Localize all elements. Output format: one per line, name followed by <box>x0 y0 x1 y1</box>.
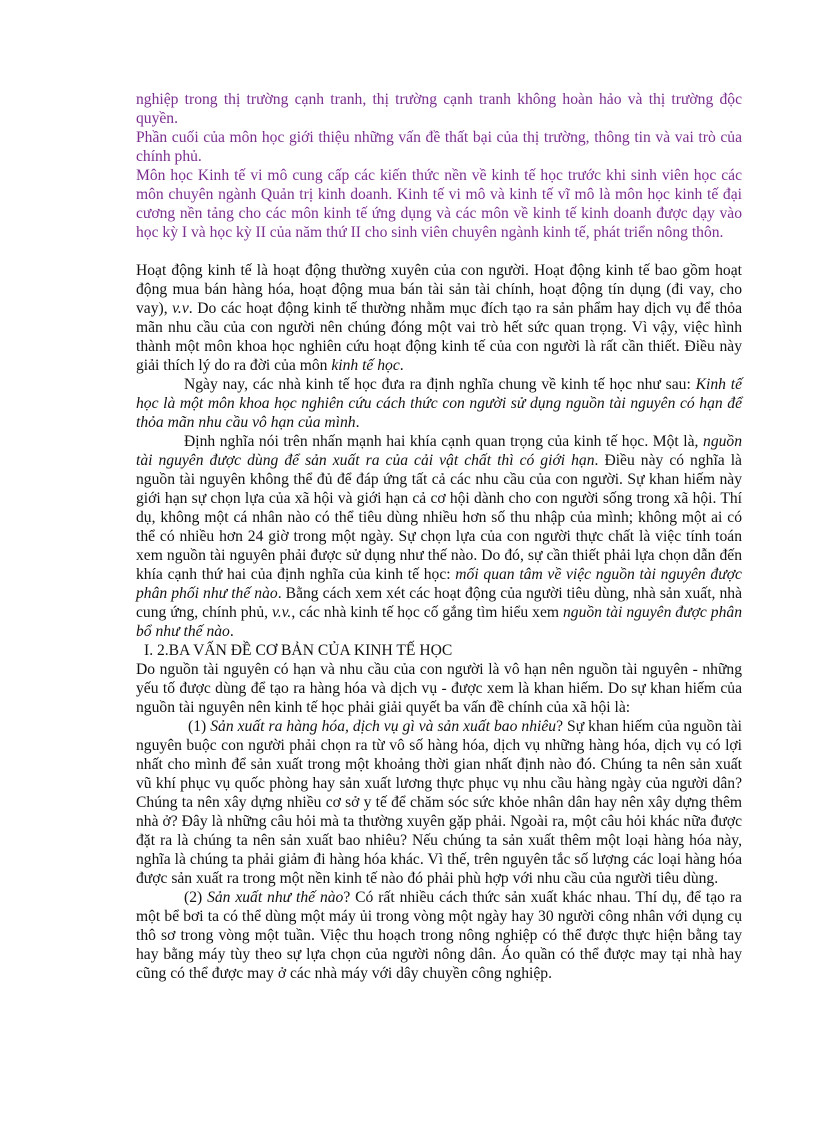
body-paragraph-2: Ngày nay, các nhà kinh tế học đưa ra định nghĩa chung về kinh tế học như sau: Kinh tế học là một môn khoa học nghiên cứu cách thức con người sử dụng nguồn tài nguyên có hạn để thỏa mãn nhu cầu vô hạn của mình. <box>136 376 742 431</box>
intro-paragraph-3: Môn học Kinh tế vi mô cung cấp các kiến thức nền về kinh tế học trước khi sinh viên học các môn chuyên ngành Quản trị kinh doanh. Kinh tế vi mô và kinh tế vĩ mô là môn học kinh tế đại cương nền tảng cho các môn kinh tế ứng dụng và các môn về kinh tế kinh doanh được dạy vào học kỳ I và học kỳ II của năm thứ II cho sinh viên chuyên ngành kinh tế, phát triển nông thôn. <box>136 167 742 241</box>
section-heading: I. 2.BA VẤN ĐỀ CƠ BẢN CỦA KINH TẾ HỌC <box>144 642 453 659</box>
body-paragraph-6: (2) Sản xuất như thế nào? Có rất nhiều cách thức sản xuất khác nhau. Thí dụ, để tạo ra một bể bơi ta có thể dùng một máy ủi trong vòng một ngày hay 30 người công nhân với dụng cụ thô sơ trong vòng một tuần. Việc thu hoạch trong nông nghiệp có thể được thực hiện bằng tay hay bằng máy tùy theo sự lựa chọn của người nông dân. Áo quần có thể được may tại nhà hay cũng có thể được may ở các nhà máy với dây chuyền công nghiệp. <box>136 889 742 982</box>
body-paragraph-5: (1) Sản xuất ra hàng hóa, dịch vụ gì và sản xuất bao nhiêu? Sự khan hiếm của nguồn tài nguyên buộc con người phải chọn ra từ vô số hàng hóa, dịch vụ những hàng hóa, dịch vụ có lợi nhất cho mình để sản xuất trong một khoảng thời gian nhất định nào đó. Chúng ta nên sản xuất vũ khí phục vụ quốc phòng hay sản xuất lương thực phục vụ nhu cầu hàng ngày của người dân? Chúng ta nên xây dựng nhiều cơ sở y tế để chăm sóc sức khỏe nhân dân hay nên xây dựng thêm nhà ở? Đây là những câu hỏi mà ta thường xuyên gặp phải. Ngoài ra, một câu hỏi khác nữa được đặt ra là chúng ta nên sản xuất bao nhiêu? Nếu chúng ta sản xuất thêm một loại hàng hóa này, nghĩa là chúng ta phải giảm đi hàng hóa khác. Vì thế, trên nguyên tắc số lượng các loại hàng hóa được sản xuất ra trong một nền kinh tế nào đó phải phù hợp với nhu cầu của người tiêu dùng. <box>136 718 742 887</box>
document-page <box>136 90 742 983</box>
intro-paragraph-2: Phần cuối của môn học giới thiệu những vấn đề thất bại của thị trường, thông tin và vai trò của chính phủ. <box>136 129 742 165</box>
body-paragraph-3: Định nghĩa nói trên nhấn mạnh hai khía cạnh quan trọng của kinh tế học. Một là, nguồn tài nguyên được dùng để sản xuất ra của cải vật chất thì có giới hạn. Điều này có nghĩa là nguồn tài nguyên không thể đủ để đáp ứng tất cả các nhu cầu của con người. Sự khan hiếm này giới hạn sự chọn lựa của xã hội và giới hạn cả cơ hội dành cho con người sống trong xã hội. Thí dụ, không một cá nhân nào có thể tiêu dùng nhiều hơn số thu nhập của mình; không một ai có thể có nhiều hơn 24 giờ trong một ngày. Sự chọn lựa của con người thực chất là việc tính toán xem nguồn tài nguyên phải được sử dụng như thế nào. Do đó, sự cần thiết phải lựa chọn dẫn đến khía cạnh thứ hai của định nghĩa của kinh tế học: mối quan tâm về việc nguồn tài nguyên được phân phối như thế nào. Bằng cách xem xét các hoạt động của người tiêu dùng, nhà sản xuất, nhà cung ứng, chính phủ, v.v., các nhà kinh tế học cố gắng tìm hiểu xem nguồn tài nguyên được phân bổ như thế nào. <box>136 433 743 640</box>
intro-paragraph-1: nghiệp trong thị trường cạnh tranh, thị trường cạnh tranh không hoàn hảo và thị trường độc quyền. <box>136 91 742 127</box>
body-paragraph-4: Do nguồn tài nguyên có hạn và nhu cầu của con người là vô hạn nên nguồn tài nguyên - những yếu tố được dùng để tạo ra hàng hóa và dịch vụ - được xem là khan hiếm. Do sự khan hiếm của nguồn tài nguyên nên kinh tế học phải giải quyết ba vấn đề chính của xã hội là: <box>136 661 742 716</box>
body-paragraph-1: Hoạt động kinh tế là hoạt động thường xuyên của con người. Hoạt động kinh tế bao gồm hoạt động mua bán hàng hóa, hoạt động mua bán tài sản tài chính, hoạt động tín dụng (đi vay, cho vay), v.v. Do các hoạt động kinh tế thường nhằm mục đích tạo ra sản phẩm hay dịch vụ để thỏa mãn nhu cầu của con người nên chúng đóng một vai trò hết sức quan trọng. Vì vậy, việc hình thành một môn khoa học nghiên cứu hoạt động kinh tế của con người là rất cần thiết. Điều này giải thích lý do ra đời của môn kinh tế học. <box>136 262 742 374</box>
paragraph-gap <box>136 242 742 261</box>
